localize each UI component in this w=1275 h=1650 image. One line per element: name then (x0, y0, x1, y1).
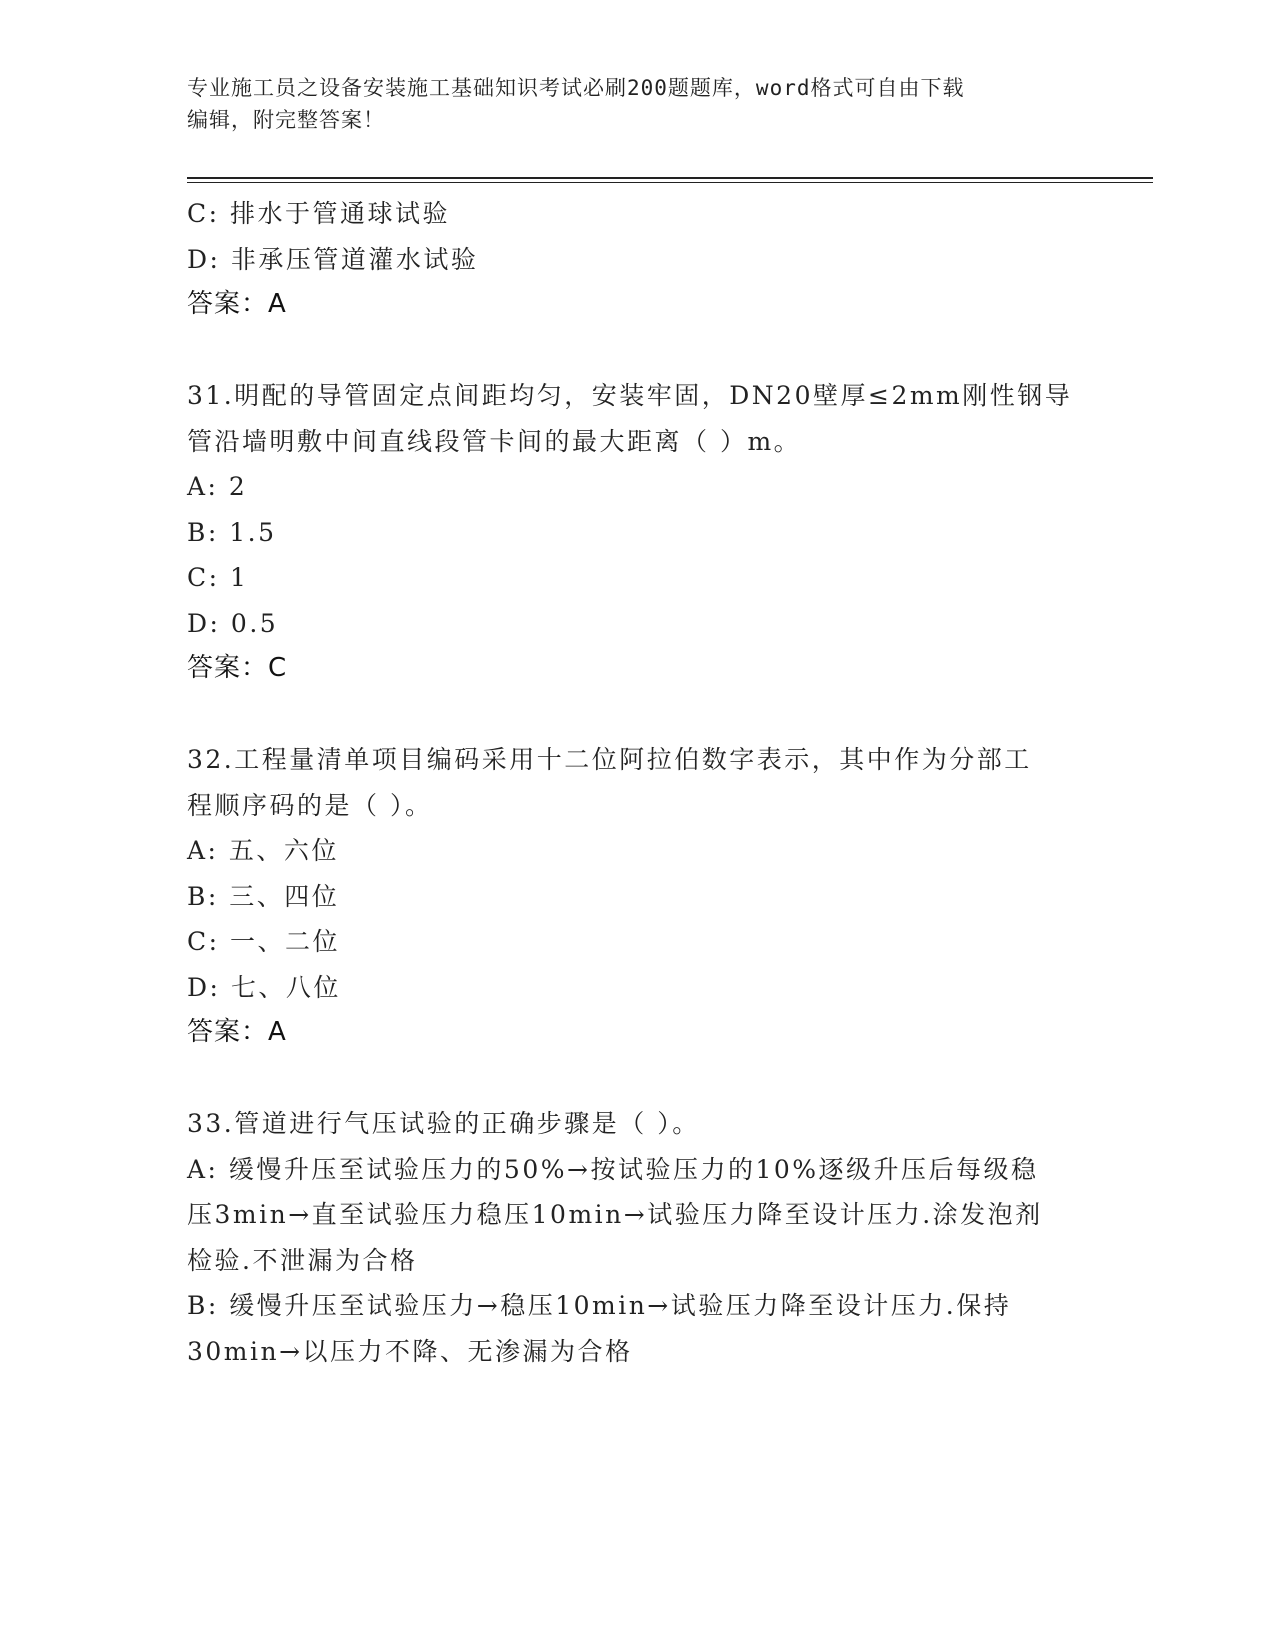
option-a-line-2: 压3min→直至试验压力稳压10min→试验压力降至设计压力.涂发泡剂 (187, 1200, 1043, 1229)
answer-label: 答案：A (187, 289, 287, 319)
spacer (187, 1056, 1087, 1102)
spacer (187, 328, 1087, 374)
option-d: D: 非承压管道灌水试验 (187, 244, 479, 274)
option-a: A: 五、六位 (187, 836, 339, 865)
question-content (187, 191, 1087, 1374)
question-block-31 (187, 373, 1087, 692)
question-block-33 (187, 1101, 1087, 1374)
header-title-line-2: 编辑，附完整答案！ (187, 108, 385, 132)
question-stem-line-2: 管沿墙明敷中间直线段管卡间的最大距离（ ）m。 (187, 426, 802, 456)
option-c: C: 一、二位 (187, 927, 340, 956)
question-stem-line-1: 32.工程量清单项目编码采用十二位阿拉伯数字表示，其中作为分部工 (187, 745, 1032, 774)
option-b-line-1: B: 缓慢升压至试验压力→稳压10min→试验压力降至设计压力.保持 (187, 1291, 1012, 1320)
answer-label: 答案：A (187, 1017, 287, 1047)
option-b: B: 三、四位 (187, 881, 340, 911)
option-c: C: 排水于管通球试验 (187, 199, 450, 228)
option-d: D: 0.5 (187, 608, 279, 638)
header-divider-thin (187, 182, 1153, 183)
option-a: A: 2 (187, 472, 248, 501)
question-stem-line-1: 31.明配的导管固定点间距均匀，安装牢固，DN20壁厚≤2mm刚性钢导 (187, 381, 1073, 410)
option-a-line-1: A: 缓慢升压至试验压力的50%→按试验压力的10%逐级升压后每级稳 (187, 1154, 1039, 1184)
question-stem-line-1: 33.管道进行气压试验的正确步骤是（ ）。 (187, 1109, 700, 1138)
header-divider-thick (187, 177, 1153, 179)
option-b: B: 1.5 (187, 517, 277, 547)
answer-label: 答案：C (187, 653, 288, 683)
option-d: D: 七、八位 (187, 972, 341, 1002)
page-header (187, 72, 1077, 136)
option-b-line-2: 30min→以压力不降、无渗漏为合格 (187, 1336, 633, 1366)
question-stem-line-2: 程顺序码的是（ ）。 (187, 790, 433, 820)
spacer (187, 692, 1087, 738)
header-title-line-1: 专业施工员之设备安装施工基础知识考试必刷200题题库，word格式可自由下载 (187, 76, 965, 100)
option-a-line-3: 检验.不泄漏为合格 (187, 1245, 418, 1275)
question-block-30 (187, 191, 1087, 328)
option-c: C: 1 (187, 563, 249, 592)
question-block-32 (187, 737, 1087, 1056)
